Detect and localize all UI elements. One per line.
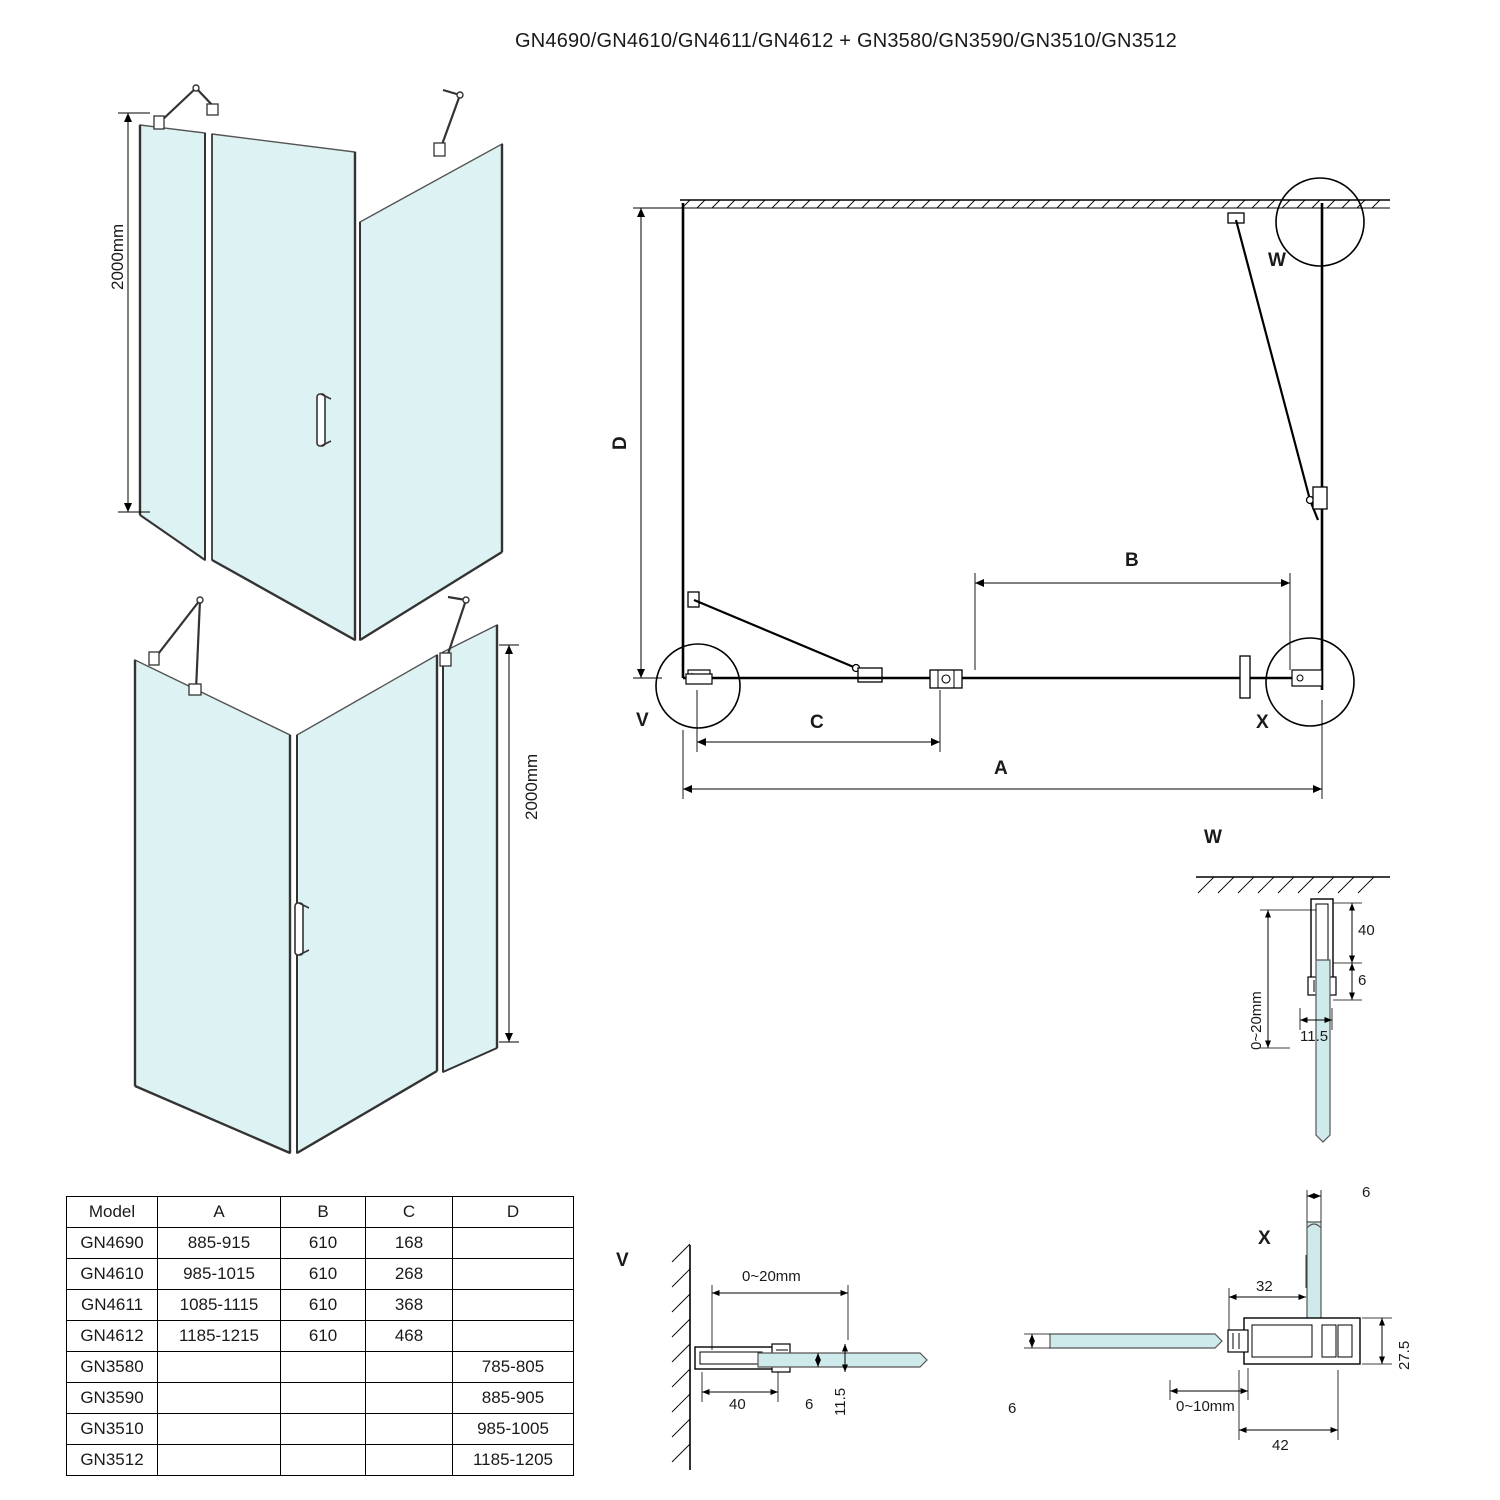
detail-w-title: W [1204,827,1222,848]
cell-c: 468 [366,1321,453,1352]
cell-d [453,1228,574,1259]
table-header-a: A [158,1197,281,1228]
table-row [67,1414,574,1445]
cell-model: GN4611 [67,1290,158,1321]
cell-model: GN3590 [67,1383,158,1414]
cell-model: GN3512 [67,1445,158,1476]
iso-view-bottom [135,597,519,1153]
cell-b: 610 [281,1290,366,1321]
detail-v-dim-11-5: 11.5 [832,1387,849,1416]
iso-view-top [118,85,502,640]
cell-d: 1185-1205 [453,1445,574,1476]
table-header-d: D [453,1197,574,1228]
detail-v-gap: 0~20mm [742,1268,801,1285]
detail-v-title: V [616,1250,629,1271]
cell-a: 1085-1115 [158,1290,281,1321]
cell-model: GN4610 [67,1259,158,1290]
cell-b: 610 [281,1321,366,1352]
cell-a: 1185-1215 [158,1321,281,1352]
page-title: GN4690/GN4610/GN4611/GN4612 + GN3580/GN3590/GN3510/GN3512 [515,30,1177,52]
cell-a [158,1352,281,1383]
table-header-c: C [366,1197,453,1228]
cell-a [158,1383,281,1414]
plan-detail-w-label: W [1268,250,1286,271]
table-row [67,1383,574,1414]
cell-a: 985-1015 [158,1259,281,1290]
table-row [67,1290,574,1321]
detail-x-dim-42: 42 [1272,1437,1289,1454]
table-header-b: B [281,1197,366,1228]
detail-x-dim-6-top: 6 [1362,1184,1371,1201]
cell-c: 268 [366,1259,453,1290]
table-row [67,1259,574,1290]
cell-b [281,1445,366,1476]
plan-dim-c: C [810,712,824,733]
spec-table [66,1196,574,1476]
cell-c [366,1352,453,1383]
plan-dim-a: A [994,758,1008,779]
detail-w-dim-11-5: 11.5 [1300,1028,1329,1045]
table-row [67,1445,574,1476]
cell-model: GN4612 [67,1321,158,1352]
cell-a [158,1414,281,1445]
cell-c: 168 [366,1228,453,1259]
table-header-row [67,1197,574,1228]
detail-x-title: X [1258,1228,1271,1249]
table-row [67,1352,574,1383]
detail-w [1196,877,1390,1142]
cell-d: 885-905 [453,1383,574,1414]
detail-w-dim-40: 40 [1358,922,1375,939]
detail-x-dim-27-5: 27.5 [1396,1340,1413,1370]
iso-bottom-height-label: 2000mm [522,753,541,820]
detail-v-dim-6: 6 [805,1396,814,1413]
cell-b [281,1414,366,1445]
plan-dim-d: D [610,436,631,450]
plan-detail-v-label: V [636,710,649,731]
detail-w-gap: 0~20mm [1248,991,1265,1050]
cell-b: 610 [281,1228,366,1259]
cell-a [158,1445,281,1476]
cell-b: 610 [281,1259,366,1290]
table-row [67,1321,574,1352]
iso-top-height-label: 2000mm [108,223,127,290]
cell-d [453,1321,574,1352]
cell-c [366,1414,453,1445]
detail-x-gap: 0~10mm [1176,1398,1235,1415]
cell-c: 368 [366,1290,453,1321]
cell-b [281,1352,366,1383]
detail-x-dim-32: 32 [1256,1278,1273,1295]
detail-x-dim-6-left: 6 [1008,1400,1017,1417]
detail-v-dim-40: 40 [729,1396,746,1413]
cell-d [453,1259,574,1290]
plan-detail-x-label: X [1256,712,1269,733]
table-row [67,1228,574,1259]
cell-d [453,1290,574,1321]
table-header-model: Model [67,1197,158,1228]
cell-d: 785-805 [453,1352,574,1383]
cell-d: 985-1005 [453,1414,574,1445]
cell-b [281,1383,366,1414]
cell-c [366,1383,453,1414]
cell-model: GN4690 [67,1228,158,1259]
detail-w-dim-6: 6 [1358,972,1367,989]
cell-c [366,1445,453,1476]
plan-dim-b: B [1125,550,1139,571]
cell-model: GN3580 [67,1352,158,1383]
cell-model: GN3510 [67,1414,158,1445]
cell-a: 885-915 [158,1228,281,1259]
